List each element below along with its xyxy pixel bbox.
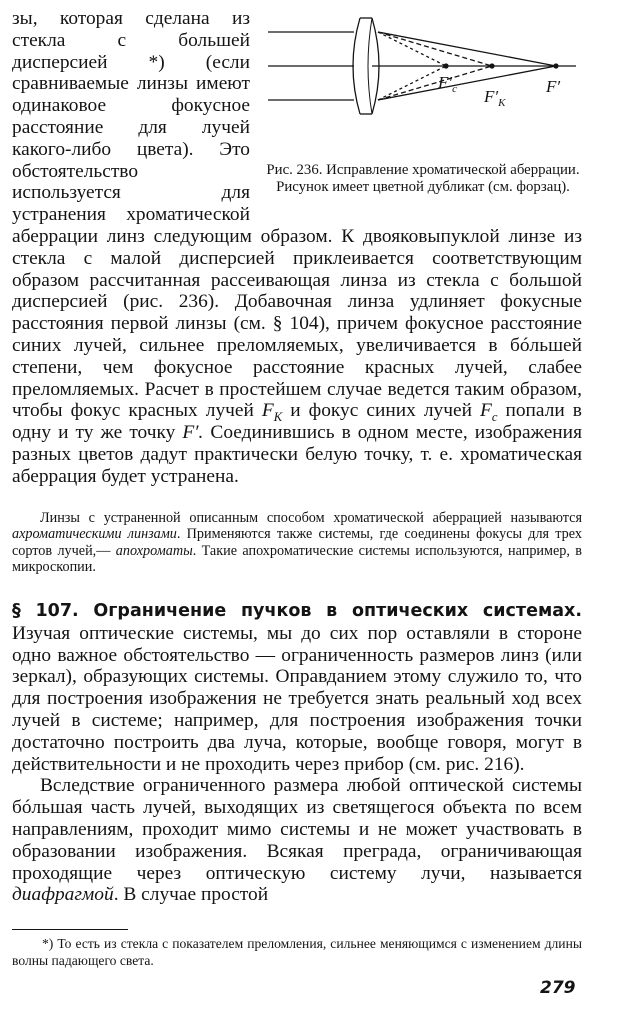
focus-fc-dot [443,63,448,68]
label-fc: $F'_c$ [438,73,457,95]
symbol-fc: $F_c$ [479,400,498,425]
symbol-fk: $F_K$ [261,400,283,425]
label-f: F′ [546,77,561,96]
term-diaphragm: диафрагмой [12,884,114,906]
converging-lens-left [353,18,360,114]
achromat-diagram [260,10,586,160]
page-number: 279 [540,978,576,998]
figure-caption: Рис. 236. Исправление хроматической аберрации. Рисунок имеет цветной дубликат (см. форзац). [266,162,580,195]
footnote: *) То есть из стекла с показателем преломления, сильнее меняющимся с изменением длины волны падающего света. [12,936,582,968]
section-heading: § 107. Ограничение пучков в оптических системах. [12,601,582,621]
ray-f-bottom [378,66,556,100]
term-apochromat: апохроматы [115,542,193,559]
focus-f-dot [553,63,558,68]
ray-fk-top [378,32,492,66]
focus-fk-dot [489,63,494,68]
figure-236 [260,10,586,215]
footnote-rule [12,929,128,930]
paragraph-achromat: зы, которая сделана из стекла с большей дисперсией *) (если сравниваемые линзы имеют одинаковое фокусное расстояние для лучей какого-либо цвета). Это обстоятельство используется для устранения хроматической аберрации линз следующим образом. К двояковыпуклой линзе из стекла с малой дисперсией приклеивается соответствующим образом рассчитанная рассеивающая линза из стекла с большой дисперсией (рис. 236). Добавочная линза удлиняет фокусные расстояния первой линзы (см. § 104), причем фокусное расстояние синих лучей, сильнее преломляемых, увеличивается в бóльшей степени, чем фокусное расстояние красных лучей, слабее преломляемых. Расчет в простейшем случае ведется таким образом, чтобы фокус красных лучей $F_K$ и фокус синих лучей $F_c$ попали в одну и ту же точку F′. Соединившись в одном месте, изображения разных цветов дадут практически белую точку, т. е. хроматическая аберрация будет устранена. [12,8,582,487]
ray-f-top [378,32,556,66]
ray-fk-bottom [378,66,492,100]
top-text-block [12,8,582,488]
section-107: § 107. Ограничение пучков в оптических системах. Изучая оптические системы, мы до сих пор оставляли в стороне одно важное обстоятельство — ограниченность размеров линз (или зеркал), образующих системы. Оправданием этому служило то, что для построения изображения не требуется знать реальный ход всех лучей в системе; например, для построения изображения точки достаточно построить два луча, которые, вообще говоря, могут в действительности и не проходить через прибор (см. рис. 216). Вследствие ограниченного размера любой оптической системы бóльшая часть лучей, выходящих из светящегося объекта по всем направлениям, проходит мимо системы и не может участвовать в образовании изображения. Всякая преграда, ограничивающая проходящие через оптическую систему лучи, называется диафрагмой. В случае простой [12,601,582,906]
diverging-lens [368,18,372,114]
small-note: Линзы с устраненной описанным способом хроматической аберрацией называются ахроматическими линзами. Применяются также системы, где соединены фокусы для трех сортов лучей,— апохроматы. Такие апохроматические системы используются, например, в микроскопии. [12,510,582,576]
symbol-fprime: F′. [182,422,204,444]
term-achromatic: ахроматическими линзами [12,526,177,543]
label-fk: $F'_K$ [484,87,506,109]
